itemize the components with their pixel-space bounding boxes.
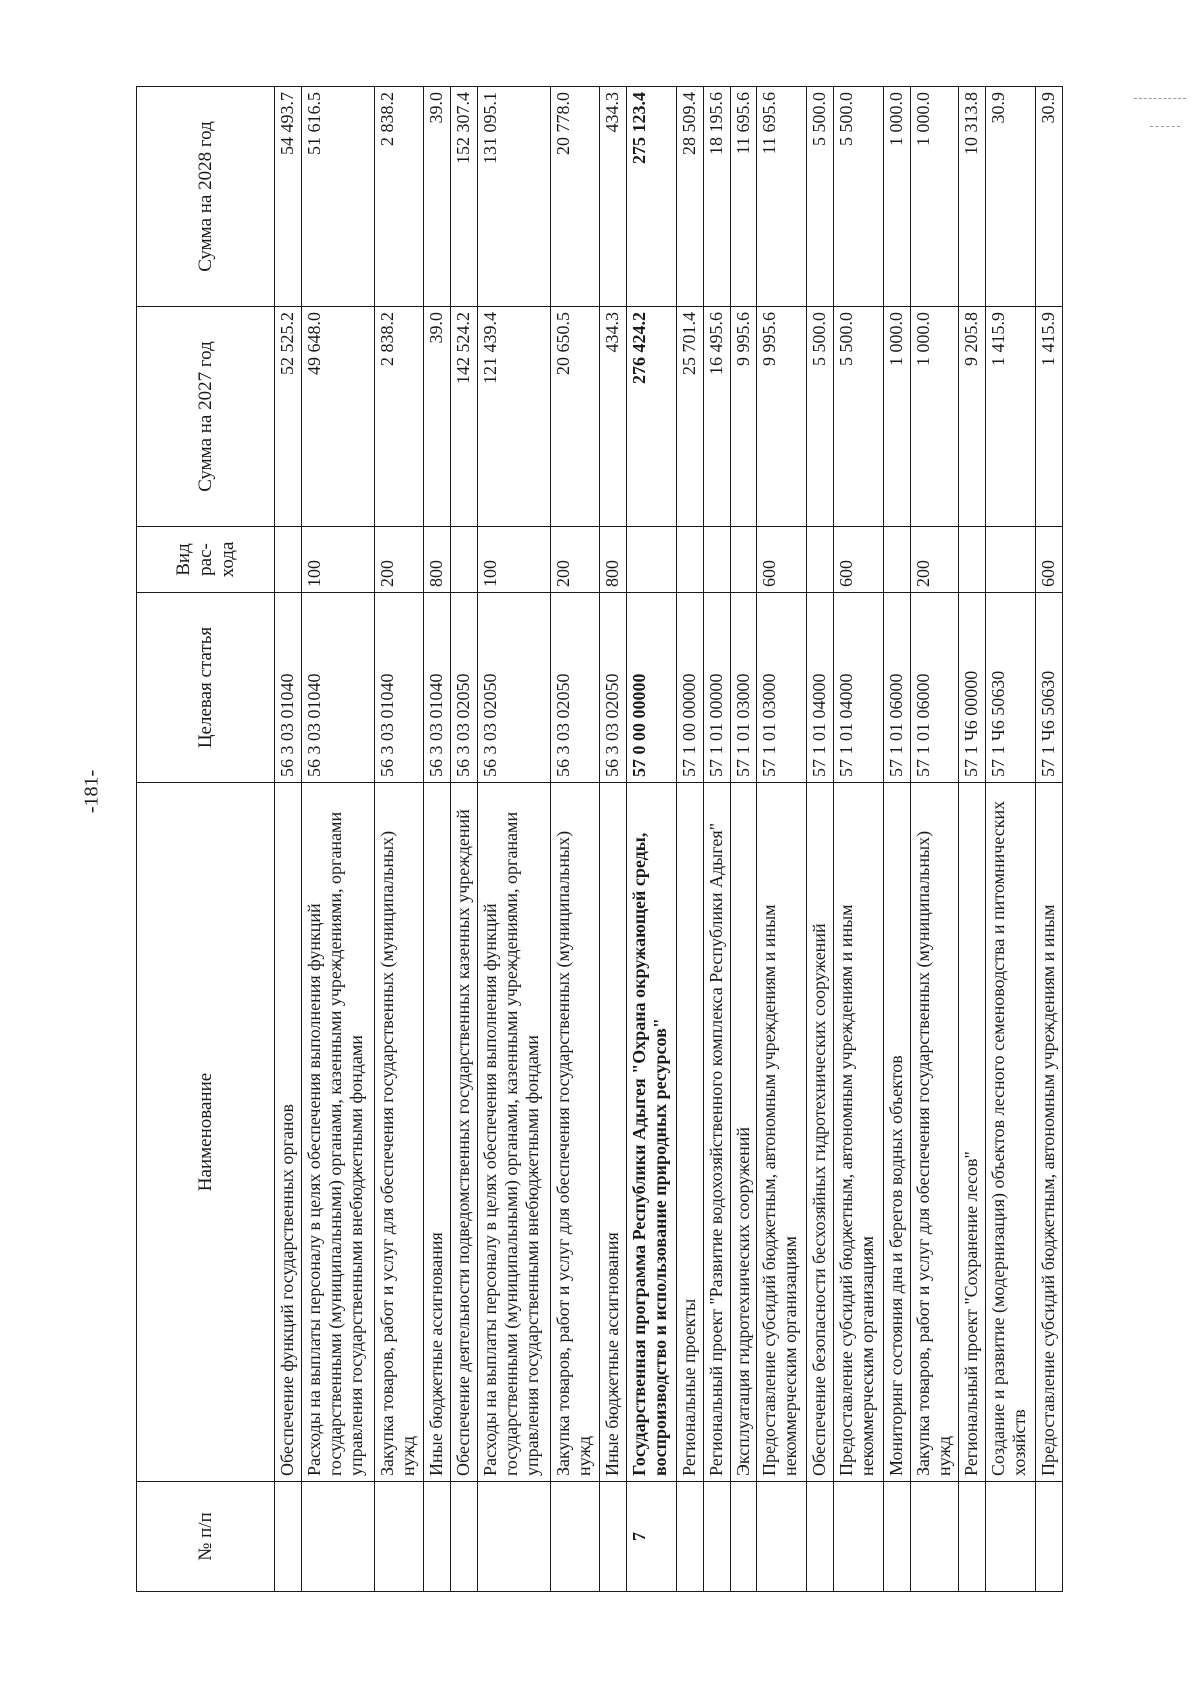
cell-code: 57 1 Ч6 00000 xyxy=(959,593,986,783)
cell-sum-2027: 1 415.9 xyxy=(1035,307,1062,527)
cell-sum-2027: 16 495.6 xyxy=(703,307,730,527)
col-header-code: Целевая статья xyxy=(137,593,275,783)
cell-code: 56 3 03 01040 xyxy=(375,593,424,783)
cell-sum-2027: 121 439.4 xyxy=(477,307,551,527)
cell-num xyxy=(275,1482,302,1592)
col-header-kind: Вид рас- хода xyxy=(137,527,275,593)
cell-code: 56 3 03 02050 xyxy=(600,593,627,783)
cell-code: 56 3 03 01040 xyxy=(275,593,302,783)
cell-sum-2028: 51 616.5 xyxy=(301,87,375,307)
margin-mark xyxy=(1150,126,1180,127)
table-row xyxy=(676,87,703,1592)
cell-sum-2027: 5 500.0 xyxy=(807,307,834,527)
cell-code: 57 1 01 00000 xyxy=(703,593,730,783)
cell-code: 57 1 01 04000 xyxy=(807,593,834,783)
cell-name: Обеспечение функций государственных органов xyxy=(275,783,302,1482)
table-row xyxy=(451,87,478,1592)
table-row xyxy=(834,87,884,1592)
table-row xyxy=(959,87,986,1592)
cell-sum-2028: 131 095.1 xyxy=(477,87,551,307)
cell-sum-2027: 20 650.5 xyxy=(551,307,600,527)
cell-sum-2027: 49 648.0 xyxy=(301,307,375,527)
cell-code: 57 1 01 06000 xyxy=(883,593,910,783)
cell-kind xyxy=(676,527,703,593)
table-body xyxy=(275,87,1063,1592)
cell-num xyxy=(1035,1482,1062,1592)
cell-code: 56 3 03 02050 xyxy=(477,593,551,783)
cell-kind xyxy=(730,527,757,593)
table-row xyxy=(757,87,807,1592)
cell-num xyxy=(959,1482,986,1592)
cell-sum-2028: 20 778.0 xyxy=(551,87,600,307)
cell-sum-2028: 434.3 xyxy=(600,87,627,307)
cell-name: Закупка товаров, работ и услуг для обеспечения государственных (муниципальных) нужд xyxy=(910,783,959,1482)
table-row xyxy=(424,87,451,1592)
cell-sum-2027: 9 995.6 xyxy=(730,307,757,527)
cell-sum-2027: 1 415.9 xyxy=(986,307,1036,527)
cell-name: Расходы на выплаты персоналу в целях обеспечения выполнения функций государственными (муниципальными) органами, казенными учреждениями, органами управления государственными внебюджетными фондами xyxy=(301,783,375,1482)
table-header-row xyxy=(137,87,275,1592)
cell-num xyxy=(551,1482,600,1592)
cell-sum-2028: 1 000.0 xyxy=(910,87,959,307)
cell-name: Создание и развитие (модернизация) объектов лесного семеноводства и питомнических хозяйств xyxy=(986,783,1036,1482)
cell-kind: 800 xyxy=(424,527,451,593)
cell-name: Обеспечение безопасности бесхозяйных гидротехнических сооружений xyxy=(807,783,834,1482)
cell-code: 56 3 03 01040 xyxy=(424,593,451,783)
cell-num xyxy=(451,1482,478,1592)
cell-sum-2028: 18 195.6 xyxy=(703,87,730,307)
cell-name: Предоставление субсидий бюджетным, автономным учреждениям и иным некоммерческим организациям xyxy=(834,783,884,1482)
cell-kind xyxy=(703,527,730,593)
cell-sum-2028: 39.0 xyxy=(424,87,451,307)
cell-code: 56 3 03 01040 xyxy=(301,593,375,783)
cell-num xyxy=(730,1482,757,1592)
table-row xyxy=(883,87,910,1592)
table-row xyxy=(477,87,551,1592)
col-header-sum-2027: Сумма на 2027 год xyxy=(137,307,275,527)
cell-sum-2027: 142 524.2 xyxy=(451,307,478,527)
cell-num xyxy=(910,1482,959,1592)
cell-num xyxy=(703,1482,730,1592)
cell-num xyxy=(301,1482,375,1592)
cell-name: Мониторинг состояния дна и берегов водных объектов xyxy=(883,783,910,1482)
cell-num xyxy=(883,1482,910,1592)
cell-code: 57 1 01 04000 xyxy=(834,593,884,783)
table-row xyxy=(910,87,959,1592)
col-header-name: Наименование xyxy=(137,783,275,1482)
cell-name: Иные бюджетные ассигнования xyxy=(424,783,451,1482)
cell-code: 56 3 03 02050 xyxy=(551,593,600,783)
cell-name: Закупка товаров, работ и услуг для обеспечения государственных (муниципальных) нужд xyxy=(375,783,424,1482)
cell-num xyxy=(424,1482,451,1592)
cell-sum-2028: 10 313.8 xyxy=(959,87,986,307)
col-header-sum-2028: Сумма на 2028 год xyxy=(137,87,275,307)
cell-kind: 100 xyxy=(301,527,375,593)
cell-kind: 800 xyxy=(600,527,627,593)
cell-sum-2027: 2 838.2 xyxy=(375,307,424,527)
cell-kind xyxy=(959,527,986,593)
cell-name: Эксплуатация гидротехнических сооружений xyxy=(730,783,757,1482)
table-row xyxy=(600,87,627,1592)
cell-name: Обеспечение деятельности подведомственных государственных казенных учреждений xyxy=(451,783,478,1482)
cell-num xyxy=(757,1482,807,1592)
col-header-num: № п/п xyxy=(137,1482,275,1592)
cell-sum-2027: 1 000.0 xyxy=(883,307,910,527)
cell-name: Региональный проект "Сохранение лесов" xyxy=(959,783,986,1482)
table-row xyxy=(375,87,424,1592)
cell-kind: 600 xyxy=(1035,527,1062,593)
cell-sum-2028: 5 500.0 xyxy=(807,87,834,307)
cell-kind xyxy=(627,527,677,593)
cell-code: 57 1 00 00000 xyxy=(676,593,703,783)
cell-num xyxy=(807,1482,834,1592)
cell-num xyxy=(375,1482,424,1592)
cell-sum-2028: 5 500.0 xyxy=(834,87,884,307)
page-number: -181- xyxy=(80,769,103,814)
cell-code: 57 1 Ч6 50630 xyxy=(986,593,1036,783)
cell-num: 7 xyxy=(627,1482,677,1592)
cell-sum-2028: 30.9 xyxy=(1035,87,1062,307)
cell-sum-2027: 9 995.6 xyxy=(757,307,807,527)
table-row xyxy=(1035,87,1062,1592)
cell-kind: 600 xyxy=(834,527,884,593)
table-row xyxy=(301,87,375,1592)
cell-name: Иные бюджетные ассигнования xyxy=(600,783,627,1482)
cell-sum-2027: 1 000.0 xyxy=(910,307,959,527)
cell-kind: 100 xyxy=(477,527,551,593)
table-row xyxy=(986,87,1036,1592)
table-row xyxy=(551,87,600,1592)
budget-table-rotated xyxy=(136,87,1063,1592)
cell-kind xyxy=(275,527,302,593)
margin-mark xyxy=(1134,98,1186,99)
cell-name: Предоставление субсидий бюджетным, автономным учреждениям и иным некоммерческим организациям xyxy=(757,783,807,1482)
cell-kind: 600 xyxy=(757,527,807,593)
cell-num xyxy=(986,1482,1036,1592)
cell-num xyxy=(676,1482,703,1592)
cell-sum-2027: 52 525.2 xyxy=(275,307,302,527)
table-row xyxy=(807,87,834,1592)
cell-num xyxy=(834,1482,884,1592)
table-row xyxy=(703,87,730,1592)
cell-kind xyxy=(883,527,910,593)
cell-sum-2028: 28 509.4 xyxy=(676,87,703,307)
cell-code: 57 0 00 00000 xyxy=(627,593,677,783)
cell-sum-2028: 1 000.0 xyxy=(883,87,910,307)
cell-sum-2027: 434.3 xyxy=(600,307,627,527)
cell-kind xyxy=(986,527,1036,593)
cell-code: 57 1 Ч6 50630 xyxy=(1035,593,1062,783)
cell-name: Региональные проекты xyxy=(676,783,703,1482)
cell-sum-2027: 5 500.0 xyxy=(834,307,884,527)
table-row xyxy=(627,87,677,1592)
cell-num xyxy=(477,1482,551,1592)
cell-sum-2027: 276 424.2 xyxy=(627,307,677,527)
cell-sum-2028: 2 838.2 xyxy=(375,87,424,307)
cell-code: 57 1 01 06000 xyxy=(910,593,959,783)
cell-num xyxy=(600,1482,627,1592)
cell-name: Предоставление субсидий бюджетным, автономным учреждениям и иным xyxy=(1035,783,1062,1482)
cell-name: Закупка товаров, работ и услуг для обеспечения государственных (муниципальных) нужд xyxy=(551,783,600,1482)
cell-sum-2028: 11 695.6 xyxy=(730,87,757,307)
cell-sum-2028: 30.9 xyxy=(986,87,1036,307)
table-row xyxy=(730,87,757,1592)
cell-sum-2027: 9 205.8 xyxy=(959,307,986,527)
cell-sum-2028: 275 123.4 xyxy=(627,87,677,307)
table-row xyxy=(275,87,302,1592)
cell-code: 57 1 01 03000 xyxy=(757,593,807,783)
cell-kind: 200 xyxy=(551,527,600,593)
cell-kind xyxy=(807,527,834,593)
cell-sum-2028: 11 695.6 xyxy=(757,87,807,307)
cell-kind: 200 xyxy=(910,527,959,593)
cell-code: 57 1 01 03000 xyxy=(730,593,757,783)
cell-kind: 200 xyxy=(375,527,424,593)
cell-name: Государственная программа Республики Адыгея "Охрана окружающей среды, воспроизводство и использование природных ресурсов" xyxy=(627,783,677,1482)
budget-table xyxy=(136,86,1063,1592)
cell-name: Региональный проект "Развитие водохозяйственного комплекса Республики Адыгея" xyxy=(703,783,730,1482)
cell-sum-2027: 25 701.4 xyxy=(676,307,703,527)
cell-sum-2027: 39.0 xyxy=(424,307,451,527)
cell-name: Расходы на выплаты персоналу в целях обеспечения выполнения функций государственными (муниципальными) органами, казенными учреждениями, органами управления государственными внебюджетными фондами xyxy=(477,783,551,1482)
cell-sum-2028: 152 307.4 xyxy=(451,87,478,307)
cell-code: 56 3 03 02050 xyxy=(451,593,478,783)
cell-kind xyxy=(451,527,478,593)
cell-sum-2028: 54 493.7 xyxy=(275,87,302,307)
